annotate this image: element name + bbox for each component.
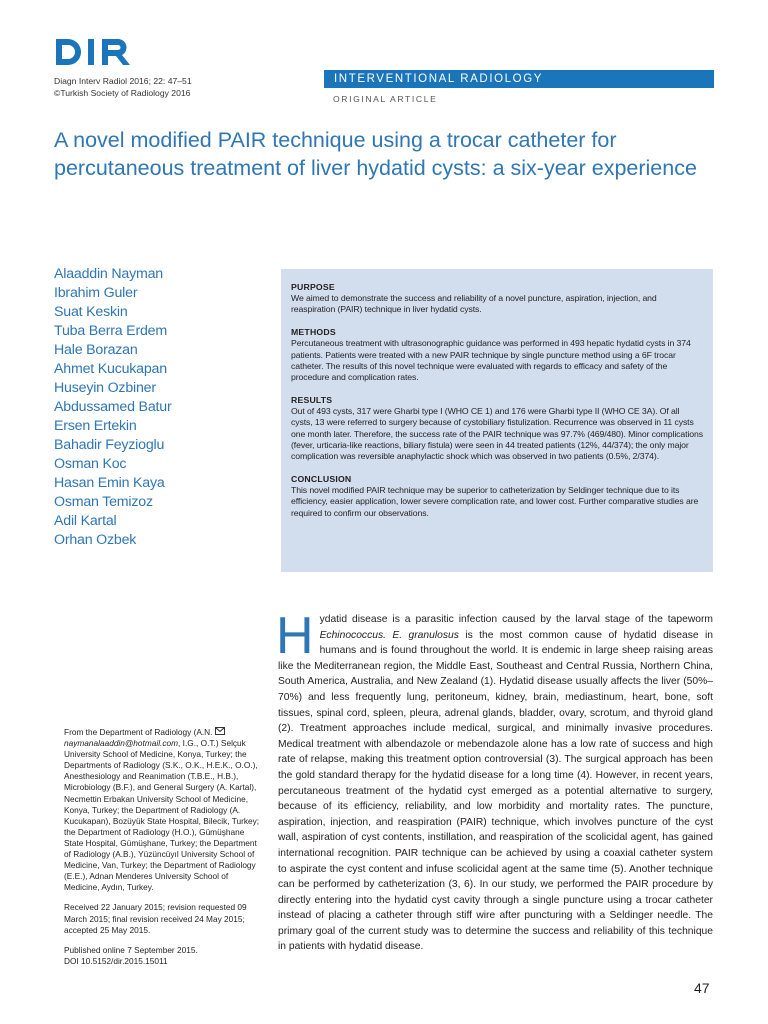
journal-citation: [54, 75, 192, 99]
abstract-results-heading: RESULTS: [291, 395, 333, 406]
email-icon: [215, 727, 225, 735]
author-name: Orhan Ozbek: [54, 532, 137, 548]
affiliation-block: [64, 727, 264, 976]
published-date: Published online 7 September 2015.: [64, 944, 198, 955]
intro-italic-species: Echinococcus. E. granulosus: [319, 629, 459, 641]
author-name: Huseyin Ozbiner: [54, 380, 156, 396]
author-name: Tuba Berra Erdem: [54, 323, 167, 339]
author-name: Osman Temizoz: [54, 494, 153, 510]
author-name: Hasan Emin Kaya: [54, 475, 165, 491]
received-dates: Received 22 January 2015; revision requested 09 March 2015; final revision received 24 May 2015; accepted 25 May 2015.: [64, 902, 247, 935]
page-number: 47: [694, 980, 710, 996]
author-name: Osman Koc: [54, 456, 127, 472]
article-title: A novel modified PAIR technique using a trocar catheter for percutaneous treatment of liver hydatid cysts: a six-year experience: [54, 128, 697, 180]
affiliation-prefix: From the Department of Radiology (A.N.: [64, 727, 213, 737]
affiliation-rest: , I.G., O.T.) Selçuk University School of Medicine, Konya, Turkey; the Departments of Radiology (S.K., O.K., H.E.K., O.O.), Anesthesiology and Reanimation (T.B.E., H.B.), Microbiology (B.F.), and General Surgery (A. Kartal), Necmettin Erbakan University School of Medicine, Konya, Turkey; the Department of Radiology (A. Kucukapan), Bozüyük State Hospital, Bilecik, Turkey; the Department of Radiology (H.O.), Gümüşhane State Hospital, Gümüşhane, Turkey; the Department of Radiology (A.B.), Yüzüncüyıl University School of Medicine, Van, Turkey; the Department of Radiology (E.E.), Adnan Menderes University School of Medicine, Aydın, Turkey.: [64, 738, 260, 893]
section-bar: INTERVENTIONAL RADIOLOGY: [324, 70, 714, 88]
author-name: Ahmet Kucukapan: [54, 361, 167, 377]
drop-cap: H: [276, 607, 314, 665]
intro-text-a: ydatid disease is a parasitic infection caused by the larval stage of the tapeworm: [319, 614, 713, 625]
affiliation-text: [64, 727, 264, 893]
author-email[interactable]: naymanalaaddin@hotmail.com: [64, 738, 179, 749]
author-name: Hale Borazan: [54, 342, 138, 358]
abstract-purpose: We aimed to demonstrate the success and reliability of a novel puncture, aspiration, injection, and reaspiration (PAIR) technique in liver hydatid cysts.: [291, 293, 657, 315]
author-name: Ibrahim Guler: [54, 285, 138, 301]
dir-logo-icon: [54, 36, 134, 68]
abstract-conclusion: This novel modified PAIR technique may be superior to catheterization by Seldinger technique due to its efficiency, easier application, lower severe complication rate, and lower cost. Further comparative studies are required to confirm our observations.: [291, 485, 699, 518]
doi[interactable]: DOI 10.5152/dir.2015.15011: [64, 955, 168, 966]
intro-paragraph: [276, 607, 713, 955]
citation-line: Diagn Interv Radiol 2016; 22: 47–51: [54, 76, 192, 86]
abstract-conclusion-heading: CONCLUSION: [291, 474, 352, 485]
author-name: Adil Kartal: [54, 513, 117, 529]
journal-logo: [54, 36, 134, 73]
author-name: Ersen Ertekin: [54, 418, 137, 434]
abstract-box: [281, 269, 713, 572]
abstract-results: Out of 493 cysts, 317 were Gharbi type I (WHO CE 1) and 176 were Gharbi type II (WHO CE 3A). Of all cysts, 13 were referred to surgery because of cystobiliary fistulization. Recurrence was observed in 11 cysts one month later. Therefore, the success rate of the PAIR technique was 97.7% (469/480). Minor complications (fever, urticaria-like reactions, biliary fistula) were seen in 44 treated patients (12%, 44/374); the only major complication was reversible anaphylactic shock which was observed in two patients (0.5%, 2/374).: [291, 406, 703, 462]
abstract-purpose-heading: PURPOSE: [291, 282, 335, 292]
publication-info: [64, 945, 264, 967]
author-list: [54, 265, 171, 550]
abstract-methods-heading: METHODS: [291, 327, 336, 338]
article-type: ORIGINAL ARTICLE: [333, 94, 438, 104]
intro-text-b: is the most common cause of hydatid disease in humans and is found throughout the world. It is endemic in large sheep raising areas like the Mediterranean region, the Middle East, Southeast and Central Russia, Northern China, South America, Australia, and New Zealand (1). Hydatid disease usually affects the liver (50%–70%) and less frequently lung, peritoneum, kidney, brain, mediastinum, heart, bone, soft tissues, spinal cord, spleen, pleura, adrenal glands, bladder, ovary, scrotum, and thyroid gland (2). Treatment approaches include medical, surgical, and minimally invasive procedures. Medical treatment with albendazole or mebendazole alone has a low rate of success and high rate of relapse, making this treatment option controversial (3). The surgical approach has been the gold standard therapy for the hydatid disease for a long time (4). However, in recent years, percutaneous treatment of the hydatid cyst emerged as a potential alternative to surgery, because of its efficiency, reliability, and low morbidity and mortality rates. The puncture, aspiration, injection, and reaspiration (PAIR) technique, which involves puncture of the cyst wall, aspiration of cyst contents, instillation, and reaspiration of the scolicidal agent, has gained international recognition. PAIR technique can be achieved by using a coaxial catheter system to aspirate the cyst content and infuse scolicidal agent at the same time (5). Another technique can be performed by catheterization (3, 6). In our study, we performed the PAIR procedure by directly entering into the hydatid cyst cavity through a single puncture using a trocar catheter instead of placing a catheter through stiff wire after puncturing with a Seldinger needle. The primary goal of the current study was to determine the success and reliability of this technique in patients with hydatid disease.: [278, 629, 713, 953]
author-name: Alaaddin Nayman: [54, 266, 163, 282]
copyright-line: ©Turkish Society of Radiology 2016: [54, 88, 191, 98]
author-name: Abdussamed Batur: [54, 399, 172, 415]
author-name: Bahadir Feyzioglu: [54, 437, 165, 453]
author-name: Suat Keskin: [54, 304, 128, 320]
abstract-methods: Percutaneous treatment with ultrasonographic guidance was performed in 493 hepatic hydatid cysts in 374 patients. Patients were treated with a new PAIR technique by single puncture method using a 6F trocar catheter. The results of this novel technique were evaluated with regards to efficacy and safety of the procedure and complication rates.: [291, 338, 691, 383]
